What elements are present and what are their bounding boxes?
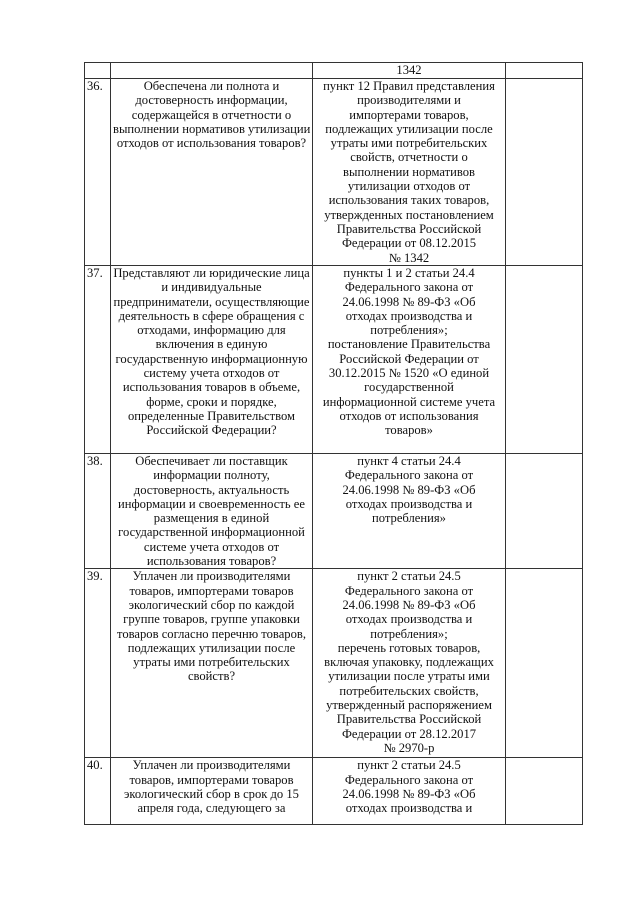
reference-line: Правительства Российской bbox=[336, 712, 482, 727]
question-line: апреля года, следующего за bbox=[137, 801, 286, 816]
question-line: систему учета отходов от bbox=[143, 366, 280, 381]
reference-line: утилизации после утраты ими bbox=[328, 669, 490, 684]
reference-line: отходах производства и bbox=[345, 801, 473, 816]
question-cell bbox=[111, 758, 313, 825]
continuation-row bbox=[85, 63, 583, 79]
reference-line: постановление Правительства bbox=[327, 337, 491, 352]
reference-line: потребления»; bbox=[370, 626, 448, 641]
reference-cell bbox=[313, 758, 506, 825]
header-reference-text: 1342 bbox=[396, 63, 422, 77]
reference-cell bbox=[313, 569, 506, 758]
reference-line: Федерации от 28.12.2017 bbox=[341, 726, 477, 741]
question-cell bbox=[111, 266, 313, 454]
question-line: форме, сроки и порядке, bbox=[146, 394, 277, 409]
reference-line: импортерами товаров, bbox=[349, 107, 469, 122]
reference-line: подлежащих утилизации после bbox=[325, 121, 493, 136]
reference-line: использования таких товаров, bbox=[328, 193, 490, 208]
reference-line: 24.06.1998 № 89-ФЗ «Об bbox=[342, 482, 476, 497]
reference-line: потребления»; bbox=[370, 323, 448, 338]
answer-cell[interactable] bbox=[506, 454, 583, 569]
reference-line: отходах производства и bbox=[345, 612, 473, 627]
reference-line: информационной системе учета bbox=[322, 394, 496, 409]
table-row bbox=[85, 454, 583, 569]
question-line: и индивидуальные bbox=[161, 280, 262, 295]
reference-line: Федерального закона от bbox=[344, 772, 474, 787]
question-line: определенные Правительством bbox=[127, 408, 296, 423]
question-cell bbox=[111, 454, 313, 569]
question-line: Российской Федерации? bbox=[146, 423, 277, 438]
reference-line: потребительских свойств, bbox=[339, 683, 479, 698]
reference-line: отходах производства и bbox=[345, 496, 473, 511]
reference-line: Правительства Российской bbox=[336, 221, 482, 236]
question-line: Обеспечивает ли поставщик bbox=[135, 454, 288, 468]
reference-line: потребления» bbox=[372, 511, 446, 526]
question-line: государственную информационную bbox=[115, 351, 308, 366]
reference-line: производителями и bbox=[357, 93, 461, 108]
question-line: выполнении нормативов утилизации bbox=[113, 121, 311, 136]
reference-line: отходах производства и bbox=[345, 308, 473, 323]
reference-line: Федерации от 08.12.2015 bbox=[341, 236, 477, 251]
reference-line: выполнении нормативов bbox=[343, 164, 475, 179]
checklist-table bbox=[84, 62, 583, 825]
document-page bbox=[84, 62, 582, 825]
table-row bbox=[85, 569, 583, 758]
question-line: государственной информационной bbox=[118, 525, 305, 540]
question-line: отходов от использования товаров? bbox=[116, 136, 307, 151]
checklist-body bbox=[85, 63, 583, 825]
question-line: информации полноту, bbox=[153, 468, 270, 483]
reference-cell bbox=[313, 454, 506, 569]
question-line: информации и своевременность ее bbox=[118, 496, 305, 511]
reference-line: пункты 1 и 2 статьи 24.4 bbox=[343, 266, 475, 280]
answer-cell[interactable] bbox=[506, 758, 583, 825]
question-line: содержащейся в отчетности о bbox=[131, 107, 292, 122]
question-line: деятельность в сфере обращения с bbox=[118, 308, 305, 323]
row-number: 40. bbox=[85, 758, 111, 825]
reference-line: пункт 2 статьи 24.5 bbox=[357, 758, 461, 773]
reference-line: государственной bbox=[364, 380, 454, 395]
reference-line: перечень готовых товаров, bbox=[337, 640, 481, 655]
question-cell-empty bbox=[111, 63, 313, 79]
question-line: предприниматели, осуществляющие bbox=[113, 294, 310, 309]
num-cell-empty bbox=[85, 63, 111, 79]
reference-cell bbox=[313, 79, 506, 266]
reference-line: свойств, отчетности о bbox=[350, 150, 468, 165]
question-line: экологический сбор в срок до 15 bbox=[124, 786, 299, 801]
reference-line: 24.06.1998 № 89-ФЗ «Об bbox=[342, 597, 476, 612]
question-line: системе учета отходов от bbox=[143, 539, 280, 554]
answer-cell-empty bbox=[506, 63, 583, 79]
reference-line: пункт 2 статьи 24.5 bbox=[357, 569, 461, 584]
question-line: свойств? bbox=[187, 669, 236, 684]
reference-line: № 1342 bbox=[388, 250, 430, 265]
row-number: 37. bbox=[85, 266, 111, 454]
question-line: экологический сбор по каждой bbox=[128, 597, 295, 612]
reference-line: утилизации отходов от bbox=[347, 179, 471, 194]
answer-cell[interactable] bbox=[506, 79, 583, 266]
question-line: товаров согласно перечню товаров, bbox=[117, 626, 306, 641]
reference-line: включая упаковку, подлежащих bbox=[324, 655, 494, 670]
reference-line: пункт 4 статьи 24.4 bbox=[357, 454, 461, 468]
question-line: отходами, информацию для bbox=[137, 323, 286, 338]
question-line: товаров, импортерами товаров bbox=[129, 772, 294, 787]
question-line: утраты ими потребительских bbox=[133, 655, 290, 670]
reference-line: № 2970-р bbox=[383, 740, 435, 755]
question-line: достоверность, актуальность bbox=[133, 482, 290, 497]
table-row bbox=[85, 79, 583, 266]
row-number: 36. bbox=[85, 79, 111, 266]
question-line: подлежащих утилизации после bbox=[127, 640, 296, 655]
answer-cell[interactable] bbox=[506, 266, 583, 454]
reference-line: утраты ими потребительских bbox=[330, 136, 488, 151]
row-number: 38. bbox=[85, 454, 111, 569]
question-line: использования товаров? bbox=[146, 554, 277, 569]
reference-line: утвержденный распоряжением bbox=[326, 698, 492, 713]
question-line: Обеспечена ли полнота и bbox=[143, 79, 280, 93]
question-line: использования товаров в объеме, bbox=[122, 380, 301, 395]
reference-line: Федерального закона от bbox=[344, 468, 474, 483]
reference-line: 24.06.1998 № 89-ФЗ «Об bbox=[342, 786, 476, 801]
reference-line: Федерального закона от bbox=[344, 583, 474, 598]
reference-line: отходов от использования bbox=[339, 408, 479, 423]
question-line: группе товаров, группе упаковки bbox=[123, 612, 300, 627]
header-reference-cell bbox=[313, 63, 506, 79]
reference-line: товаров» bbox=[385, 423, 433, 438]
reference-line: утвержденных постановлением bbox=[324, 207, 494, 222]
question-line: Уплачен ли производителями bbox=[132, 569, 291, 584]
reference-line: Российской Федерации от bbox=[339, 351, 479, 366]
question-line: включения в единую bbox=[155, 337, 268, 352]
reference-cell bbox=[313, 266, 506, 454]
table-row bbox=[85, 758, 583, 825]
reference-line: пункт 12 Правил представления bbox=[323, 79, 495, 93]
table-row bbox=[85, 266, 583, 454]
question-cell bbox=[111, 569, 313, 758]
reference-line: 24.06.1998 № 89-ФЗ «Об bbox=[342, 294, 476, 309]
question-line: Представляют ли юридические лица bbox=[113, 266, 310, 280]
question-line: размещения в единой bbox=[153, 511, 270, 526]
reference-line: Федерального закона от bbox=[344, 280, 474, 295]
row-number: 39. bbox=[85, 569, 111, 758]
reference-line: 30.12.2015 № 1520 «О единой bbox=[328, 366, 490, 381]
answer-cell[interactable] bbox=[506, 569, 583, 758]
question-cell bbox=[111, 79, 313, 266]
question-line: Уплачен ли производителями bbox=[132, 758, 291, 773]
question-line: товаров, импортерами товаров bbox=[129, 583, 294, 598]
question-line: достоверность информации, bbox=[135, 93, 288, 108]
